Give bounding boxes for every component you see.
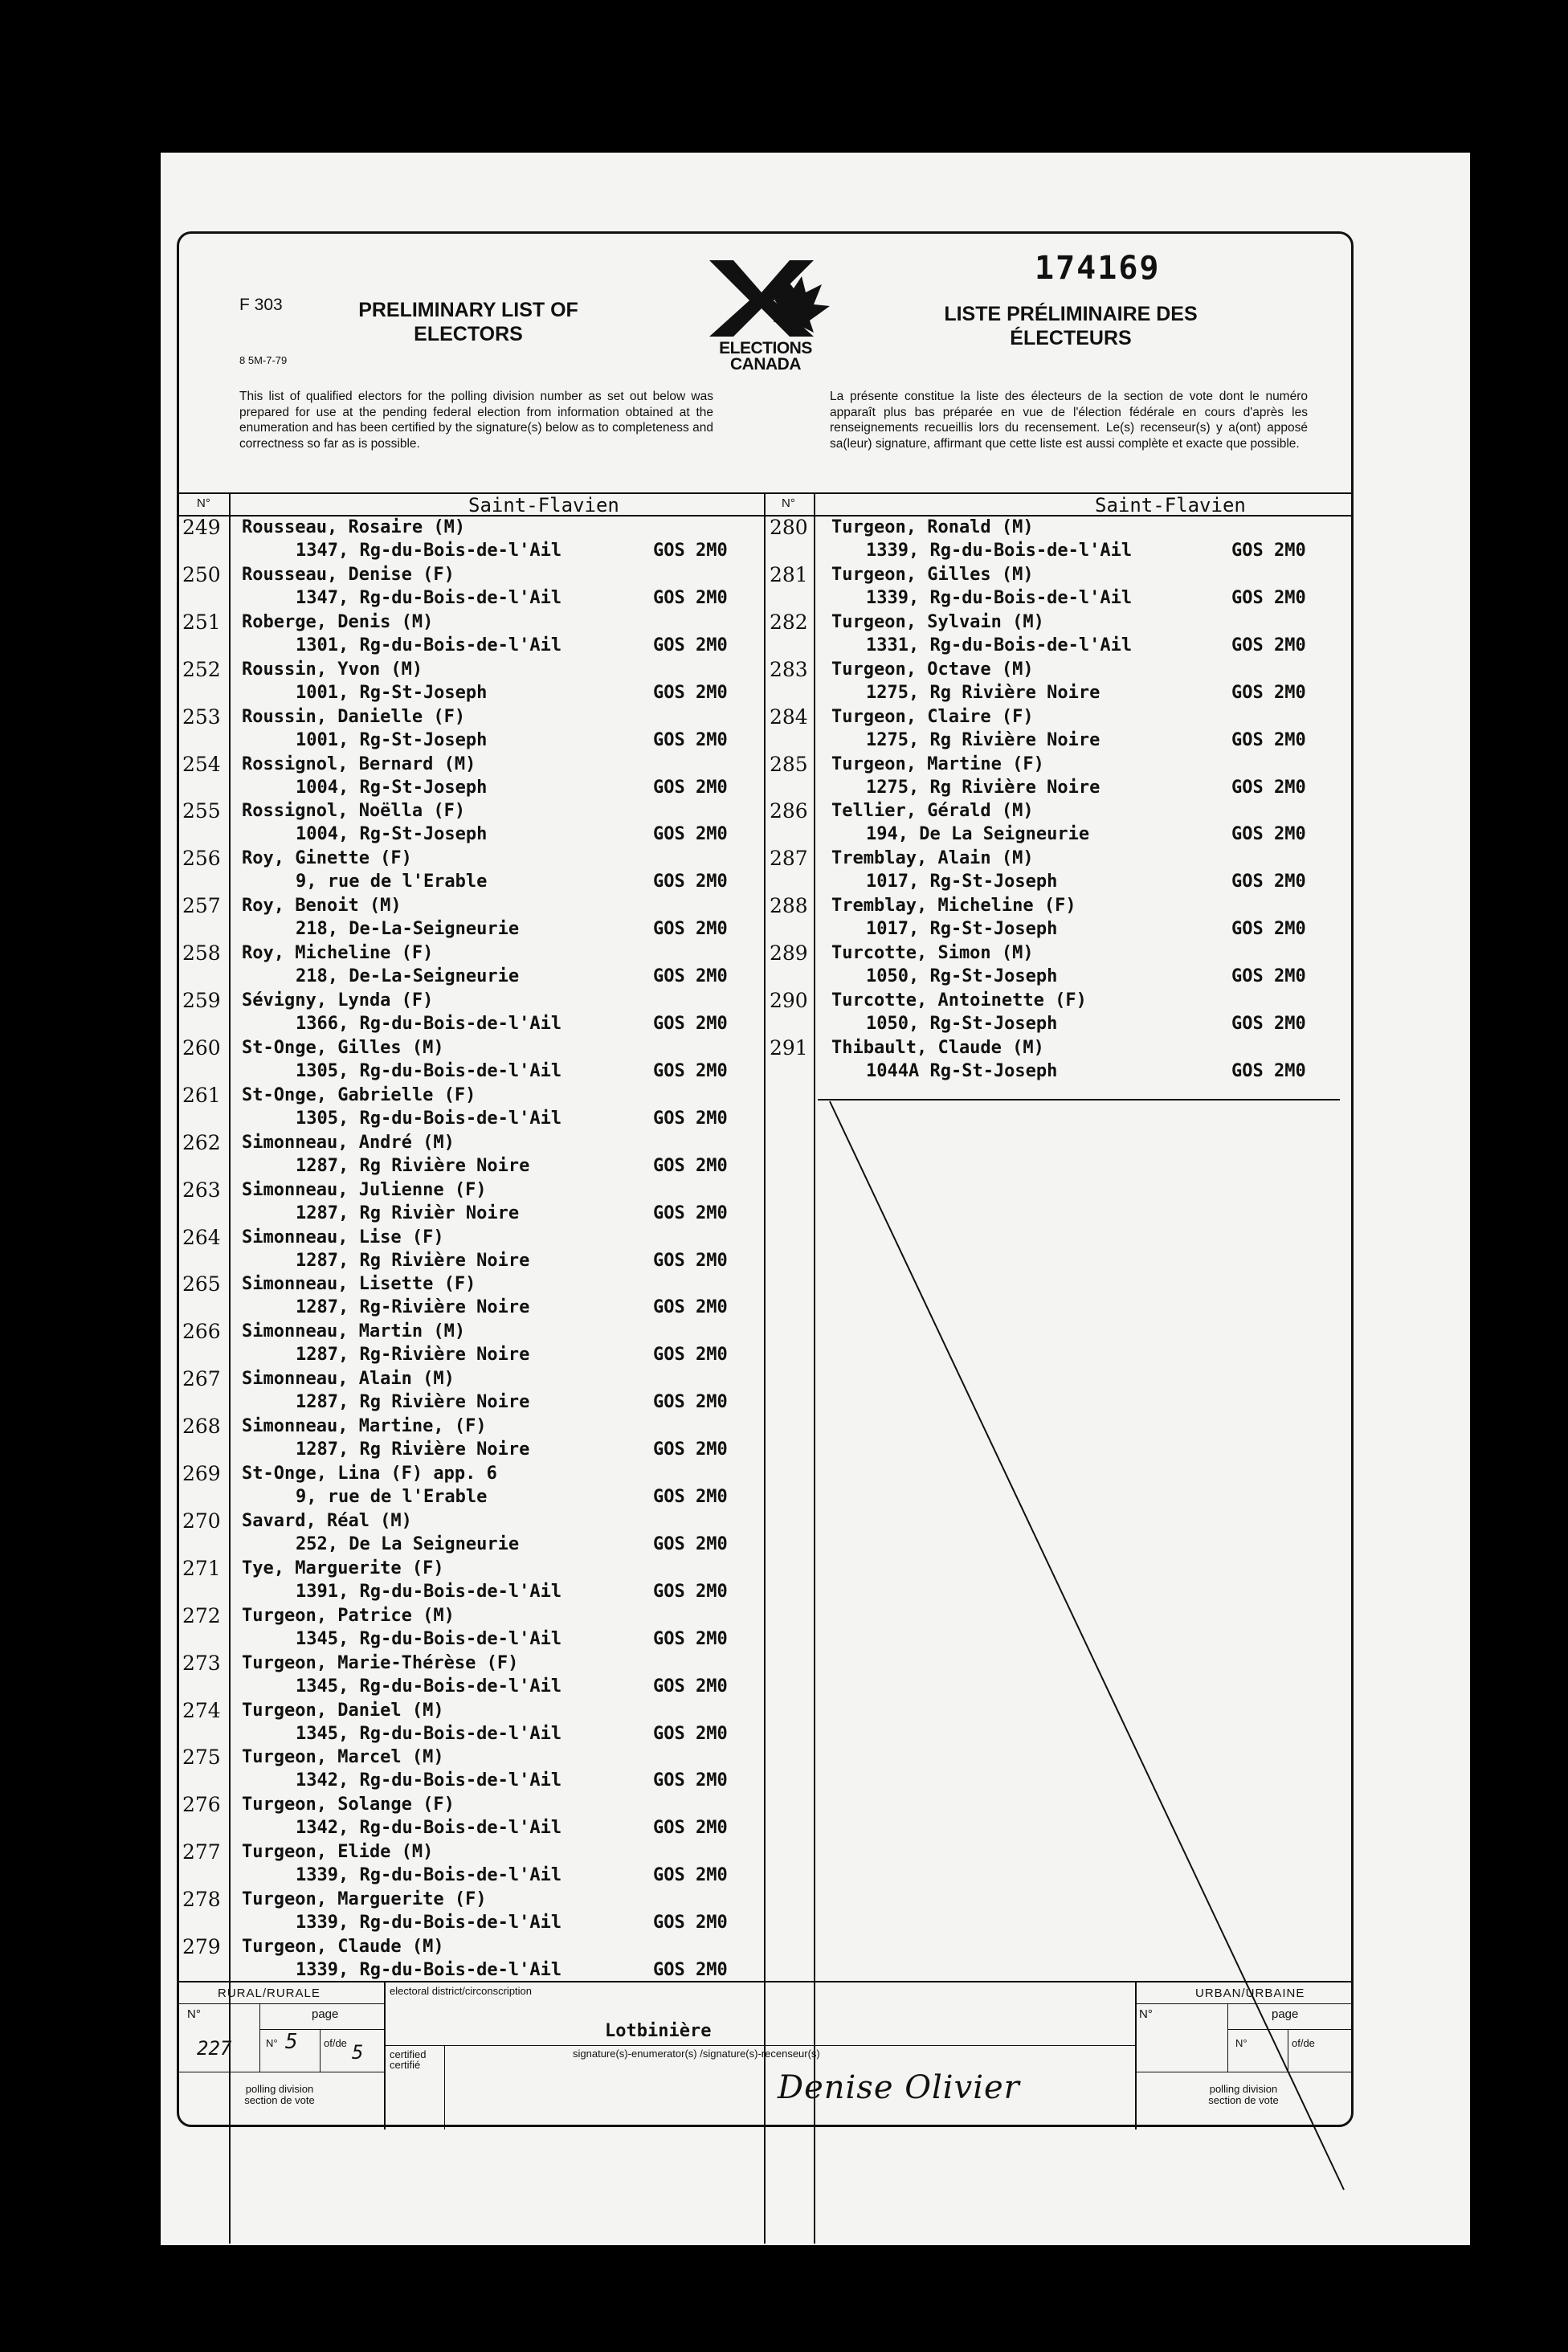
rural-header-line <box>179 2003 384 2004</box>
elector-number: 257 <box>182 894 221 918</box>
elector-name: Turcotte, Simon (M) <box>831 943 1034 964</box>
elector-postal-code: GOS 2M0 <box>653 1770 728 1791</box>
elector-postal-code: GOS 2M0 <box>653 1345 728 1366</box>
elector-postal-code: GOS 2M0 <box>653 1865 728 1886</box>
elector-number: 261 <box>182 1083 221 1107</box>
elector-postal-code: GOS 2M0 <box>653 729 728 750</box>
logo-text-elections: ELECTIONS <box>719 339 812 357</box>
urban-no-label: N° <box>1139 2007 1153 2021</box>
elector-name: Tellier, Gérald (M) <box>831 801 1034 822</box>
elector-address: 1275, Rg Rivière Noire <box>866 682 1100 703</box>
elector-address: 252, De La Seigneurie <box>296 1533 520 1554</box>
rural-divider-2 <box>320 2029 321 2072</box>
page-total: 5 <box>352 2041 364 2064</box>
elector-number: 254 <box>182 752 221 776</box>
elector-postal-code: GOS 2M0 <box>1231 777 1306 798</box>
rural-no-label: N° <box>187 2007 201 2021</box>
urban-header-line <box>1135 2003 1354 2004</box>
elector-name: Tremblay, Micheline (F) <box>831 896 1076 917</box>
elector-name: Turgeon, Claude (M) <box>242 1937 444 1957</box>
elector-name: Roberge, Denis (M) <box>242 611 434 632</box>
elector-number: 264 <box>182 1225 221 1249</box>
elector-number: 282 <box>770 610 808 634</box>
column-locality-right: Saint-Flavien <box>1095 494 1246 517</box>
elector-number: 250 <box>182 562 221 586</box>
footer-top-line <box>179 1981 1351 1982</box>
elector-number: 280 <box>770 516 808 539</box>
district-value: Lotbinière <box>605 2021 712 2041</box>
elector-postal-code: GOS 2M0 <box>1231 541 1306 561</box>
elector-postal-code: GOS 2M0 <box>653 919 728 940</box>
elector-name: Turgeon, Claire (F) <box>831 706 1034 727</box>
polling-division-text-right: polling division <box>1209 2083 1278 2095</box>
elector-postal-code: GOS 2M0 <box>1231 919 1306 940</box>
rural-page-line <box>259 2029 384 2030</box>
elector-postal-code: GOS 2M0 <box>1231 682 1306 703</box>
elector-name: Rossignol, Bernard (M) <box>242 753 476 774</box>
elector-address: 1017, Rg-St-Joseph <box>866 872 1058 892</box>
cancellation-diagonal <box>814 1097 1360 2222</box>
district-bottom-line <box>384 2045 1135 2046</box>
elector-postal-code: GOS 2M0 <box>1231 729 1306 750</box>
elector-address: 1004, Rg-St-Joseph <box>296 824 488 845</box>
logo-text-canada: CANADA <box>730 355 801 374</box>
elector-address: 1017, Rg-St-Joseph <box>866 919 1058 940</box>
maple-leaf-x-icon <box>693 256 838 337</box>
elector-number: 277 <box>182 1840 221 1864</box>
title-french <box>914 302 1227 350</box>
elector-address: 1275, Rg Rivière Noire <box>866 777 1100 798</box>
serial-number: 174169 <box>1035 250 1161 287</box>
polling-division-label-left <box>231 2084 328 2106</box>
certified-label <box>390 2049 427 2070</box>
enumerator-signature: Denise Olivier <box>778 2069 1020 2106</box>
page-number: 5 <box>285 2030 298 2054</box>
elector-postal-code: GOS 2M0 <box>653 541 728 561</box>
elector-address: 9, rue de l'Erable <box>296 1487 488 1507</box>
elector-postal-code: GOS 2M0 <box>1231 587 1306 608</box>
elector-number: 285 <box>770 752 808 776</box>
elector-postal-code: GOS 2M0 <box>653 1960 728 1980</box>
elector-number: 253 <box>182 704 221 729</box>
elector-name: Turgeon, Solange (F) <box>242 1795 455 1815</box>
urban-page-label: page <box>1272 2007 1299 2021</box>
elector-postal-code: GOS 2M0 <box>653 966 728 987</box>
rural-page-label: page <box>312 2007 339 2021</box>
elector-postal-code: GOS 2M0 <box>653 682 728 703</box>
elector-name: Turgeon, Elide (M) <box>242 1842 434 1863</box>
elector-postal-code: GOS 2M0 <box>1231 1060 1306 1081</box>
elector-number: 279 <box>182 1935 221 1958</box>
elector-postal-code: GOS 2M0 <box>653 1913 728 1933</box>
elector-number: 281 <box>770 562 808 586</box>
elector-postal-code: GOS 2M0 <box>1231 824 1306 845</box>
elector-number: 276 <box>182 1793 221 1817</box>
elector-number: 274 <box>182 1698 221 1722</box>
footer-rural-divider <box>384 1981 386 2129</box>
elector-name: Simonneau, Julienne (F) <box>242 1179 487 1200</box>
elector-name: St-Onge, Lina (F) app. 6 <box>242 1464 497 1484</box>
elector-postal-code: GOS 2M0 <box>653 1014 728 1034</box>
elector-name: Simonneau, Martin (M) <box>242 1321 466 1342</box>
elector-name: Turgeon, Ronald (M) <box>831 517 1034 537</box>
elector-name: Tremblay, Alain (M) <box>831 848 1034 869</box>
elector-number: 266 <box>182 1320 221 1344</box>
elector-address: 1339, Rg-du-Bois-de-l'Ail <box>296 1960 562 1980</box>
elector-address: 1275, Rg Rivière Noire <box>866 729 1100 750</box>
elector-name: Roy, Benoit (M) <box>242 896 402 917</box>
elector-name: Turgeon, Octave (M) <box>831 659 1034 680</box>
elector-number: 284 <box>770 704 808 729</box>
elector-address: 218, De-La-Seigneurie <box>296 919 520 940</box>
elector-address: 1305, Rg-du-Bois-de-l'Ail <box>296 1060 562 1081</box>
elector-name: Rossignol, Noëlla (F) <box>242 801 466 822</box>
elector-name: Roy, Micheline (F) <box>242 943 434 964</box>
elector-number: 289 <box>770 941 808 966</box>
intro-french: La présente constitue la liste des électeurs de la section de vote dont le numéro apparaît plus bas préparée en vue de l'élection fédérale en cours d'après les renseignements recueillis lors du recensement. Le(s) recenseur(s) y a(ont) apposé sa(leur) signature, affirmant que cette liste est aussi complète et exacte que possible. <box>830 390 1308 451</box>
elector-number: 267 <box>182 1367 221 1391</box>
elector-name: Sévigny, Lynda (F) <box>242 990 434 1011</box>
elector-name: Simonneau, Lise (F) <box>242 1227 444 1247</box>
elector-address: 1391, Rg-du-Bois-de-l'Ail <box>296 1581 562 1602</box>
elector-name: St-Onge, Gabrielle (F) <box>242 1084 476 1105</box>
elector-address: 1050, Rg-St-Joseph <box>866 1014 1058 1034</box>
elector-name: Simonneau, André (M) <box>242 1132 455 1153</box>
urban-page-line <box>1227 2029 1354 2030</box>
elector-postal-code: GOS 2M0 <box>653 1628 728 1649</box>
elector-postal-code: GOS 2M0 <box>653 1581 728 1602</box>
elector-address: 1331, Rg-du-Bois-de-l'Ail <box>866 635 1133 655</box>
elector-number: 286 <box>770 799 808 823</box>
elector-address: 9, rue de l'Erable <box>296 872 488 892</box>
elector-postal-code: GOS 2M0 <box>653 824 728 845</box>
elector-address: 1287, Rg Rivière Noire <box>296 1250 530 1271</box>
elector-name: St-Onge, Gilles (M) <box>242 1037 444 1058</box>
title-english-line1: PRELIMINARY LIST OF <box>358 299 578 321</box>
elector-name: Turgeon, Marcel (M) <box>242 1747 444 1768</box>
elector-number: 252 <box>182 657 221 681</box>
elector-address: 1339, Rg-du-Bois-de-l'Ail <box>296 1865 562 1886</box>
elector-address: 1366, Rg-du-Bois-de-l'Ail <box>296 1014 562 1034</box>
certifie-text: certifié <box>390 2059 421 2071</box>
district-label: electoral district/circonscription <box>390 1985 533 1997</box>
elector-number: 255 <box>182 799 221 823</box>
elector-number: 258 <box>182 941 221 966</box>
elector-name: Rousseau, Rosaire (M) <box>242 517 466 537</box>
elector-address: 1339, Rg-du-Bois-de-l'Ail <box>296 1913 562 1933</box>
elector-name: Simonneau, Martine, (F) <box>242 1416 487 1437</box>
elector-number: 270 <box>182 1509 221 1533</box>
elector-postal-code: GOS 2M0 <box>653 587 728 608</box>
of-label: of/de <box>324 2037 347 2049</box>
elector-name: Turcotte, Antoinette (F) <box>831 990 1087 1011</box>
polling-division-number: 227 <box>197 2037 232 2060</box>
elector-postal-code: GOS 2M0 <box>653 1439 728 1460</box>
elector-postal-code: GOS 2M0 <box>1231 1014 1306 1034</box>
elector-number: 265 <box>182 1272 221 1296</box>
elector-postal-code: GOS 2M0 <box>653 777 728 798</box>
polling-division-label-right <box>1195 2084 1292 2106</box>
title-english <box>336 298 601 346</box>
elector-address: 1287, Rg Rivièr Noire <box>296 1203 520 1223</box>
form-number: F 303 <box>239 296 283 314</box>
elector-number: 263 <box>182 1178 221 1202</box>
elector-number: 288 <box>770 894 808 918</box>
urban-divider-1 <box>1227 2003 1228 2072</box>
urban-label: URBAN/URBAINE <box>1195 1987 1305 2000</box>
signature-label: signature(s)-enumerator(s) /signature(s)-recenseur(s) <box>573 2048 820 2060</box>
elector-name: Turgeon, Marie-Thérèse (F) <box>242 1652 519 1673</box>
elector-address: 1339, Rg-du-Bois-de-l'Ail <box>866 587 1133 608</box>
elector-name: Tye, Marguerite (F) <box>242 1558 444 1578</box>
elector-name: Roussin, Danielle (F) <box>242 706 466 727</box>
elector-address: 1305, Rg-du-Bois-de-l'Ail <box>296 1108 562 1129</box>
elector-number: 260 <box>182 1035 221 1060</box>
elector-postal-code: GOS 2M0 <box>653 1060 728 1081</box>
polling-division-text: polling division <box>245 2083 314 2095</box>
page-no-label: N° <box>266 2037 278 2049</box>
certified-text: certified <box>390 2048 427 2060</box>
elector-address: 1347, Rg-du-Bois-de-l'Ail <box>296 541 562 561</box>
elector-address: 1287, Rg Rivière Noire <box>296 1155 530 1176</box>
elector-number: 269 <box>182 1462 221 1485</box>
elector-address: 1001, Rg-St-Joseph <box>296 682 488 703</box>
elector-postal-code: GOS 2M0 <box>653 635 728 655</box>
elector-name: Turgeon, Marguerite (F) <box>242 1889 487 1910</box>
elector-number: 256 <box>182 847 221 871</box>
elector-postal-code: GOS 2M0 <box>653 1203 728 1223</box>
elector-address: 1287, Rg Rivière Noire <box>296 1439 530 1460</box>
column-no-label-left: N° <box>197 496 210 510</box>
elector-address: 1345, Rg-du-Bois-de-l'Ail <box>296 1723 562 1744</box>
elector-postal-code: GOS 2M0 <box>653 1297 728 1318</box>
elector-address: 1342, Rg-du-Bois-de-l'Ail <box>296 1818 562 1839</box>
elector-postal-code: GOS 2M0 <box>653 1723 728 1744</box>
elector-postal-code: GOS 2M0 <box>653 1250 728 1271</box>
elector-number: 249 <box>182 516 221 539</box>
elector-name: Turgeon, Gilles (M) <box>831 564 1034 585</box>
print-code: 8 5M-7-79 <box>239 354 288 366</box>
elector-number: 290 <box>770 989 808 1012</box>
elector-number: 271 <box>182 1556 221 1580</box>
elector-number: 291 <box>770 1035 808 1060</box>
elector-number: 251 <box>182 610 221 634</box>
title-french-line1: LISTE PRÉLIMINAIRE DES <box>944 303 1198 325</box>
elections-canada-logo <box>693 256 838 377</box>
elector-name: Roussin, Yvon (M) <box>242 659 423 680</box>
elector-address: 1287, Rg Rivière Noire <box>296 1392 530 1413</box>
elector-postal-code: GOS 2M0 <box>653 1676 728 1697</box>
elector-number: 262 <box>182 1130 221 1154</box>
title-english-line2: ELECTORS <box>414 323 523 345</box>
elector-number: 268 <box>182 1415 221 1439</box>
elector-address: 1339, Rg-du-Bois-de-l'Ail <box>866 541 1133 561</box>
elector-address: 1347, Rg-du-Bois-de-l'Ail <box>296 587 562 608</box>
elector-name: Simonneau, Lisette (F) <box>242 1274 476 1295</box>
elector-number: 259 <box>182 989 221 1012</box>
certified-divider <box>444 2045 445 2129</box>
elector-number: 273 <box>182 1651 221 1675</box>
elector-postal-code: GOS 2M0 <box>653 1818 728 1839</box>
elector-address: 1287, Rg-Rivière Noire <box>296 1345 530 1366</box>
column-locality-left: Saint-Flavien <box>468 494 619 517</box>
elector-name: Savard, Réal (M) <box>242 1510 412 1531</box>
section-vote-text-right: section de vote <box>1208 2094 1279 2106</box>
rural-label: RURAL/RURALE <box>218 1987 321 2000</box>
elector-postal-code: GOS 2M0 <box>1231 872 1306 892</box>
elector-postal-code: GOS 2M0 <box>1231 635 1306 655</box>
elector-address: 1345, Rg-du-Bois-de-l'Ail <box>296 1676 562 1697</box>
elector-address: 1301, Rg-du-Bois-de-l'Ail <box>296 635 562 655</box>
elector-number: 283 <box>770 657 808 681</box>
elector-number: 287 <box>770 847 808 871</box>
elector-address: 1287, Rg-Rivière Noire <box>296 1297 530 1318</box>
elector-postal-code: GOS 2M0 <box>653 1392 728 1413</box>
elector-postal-code: GOS 2M0 <box>1231 966 1306 987</box>
elector-address: 1044A Rg-St-Joseph <box>866 1060 1058 1081</box>
elector-name: Turgeon, Sylvain (M) <box>831 611 1044 632</box>
elector-address: 1001, Rg-St-Joseph <box>296 729 488 750</box>
elector-name: Roy, Ginette (F) <box>242 848 412 869</box>
elector-name: Simonneau, Alain (M) <box>242 1369 455 1390</box>
elector-list-form <box>177 231 1354 2127</box>
elector-postal-code: GOS 2M0 <box>653 1155 728 1176</box>
elector-name: Turgeon, Martine (F) <box>831 753 1044 774</box>
elector-address: 218, De-La-Seigneurie <box>296 966 520 987</box>
elector-number: 275 <box>182 1746 221 1770</box>
title-french-line2: ÉLECTEURS <box>1010 327 1132 349</box>
elector-number: 278 <box>182 1888 221 1912</box>
elector-postal-code: GOS 2M0 <box>653 1487 728 1507</box>
elector-name: Rousseau, Denise (F) <box>242 564 455 585</box>
elector-address: 1050, Rg-St-Joseph <box>866 966 1058 987</box>
urban-of-label: of/de <box>1292 2037 1315 2049</box>
elector-name: Turgeon, Patrice (M) <box>242 1605 455 1626</box>
elector-address: 1345, Rg-du-Bois-de-l'Ail <box>296 1628 562 1649</box>
section-vote-text: section de vote <box>244 2094 315 2106</box>
elector-postal-code: GOS 2M0 <box>653 872 728 892</box>
column-no-label-right: N° <box>782 496 795 510</box>
elector-name: Thibault, Claude (M) <box>831 1037 1044 1058</box>
elector-name: Turgeon, Daniel (M) <box>242 1700 444 1721</box>
elector-number: 272 <box>182 1603 221 1627</box>
intro-english: This list of qualified electors for the polling division number as set out below was prepared for use at the pending federal election from information obtained at the enumeration and has been certified by the signature(s) below as to completeness and correctness so far as is possible. <box>239 390 713 451</box>
elector-postal-code: GOS 2M0 <box>653 1108 728 1129</box>
elector-address: 1004, Rg-St-Joseph <box>296 777 488 798</box>
elector-address: 1342, Rg-du-Bois-de-l'Ail <box>296 1770 562 1791</box>
elector-address: 194, De La Seigneurie <box>866 824 1090 845</box>
rural-divider-1 <box>259 2003 260 2072</box>
urban-page-no-label: N° <box>1235 2037 1247 2049</box>
elector-postal-code: GOS 2M0 <box>653 1533 728 1554</box>
